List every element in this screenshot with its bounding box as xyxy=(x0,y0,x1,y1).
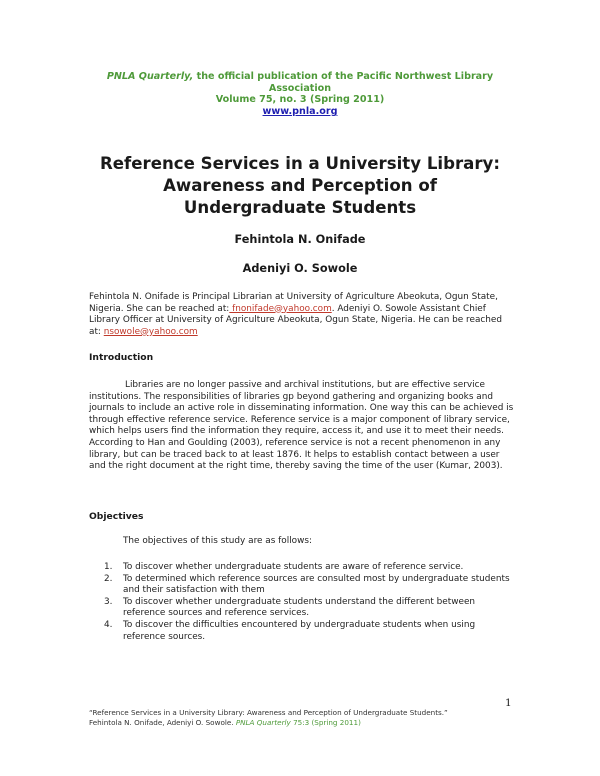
list-item-number: 1. xyxy=(104,562,113,572)
list-item-number: 3. xyxy=(104,596,113,607)
title-line-1: Reference Services in a University Library: xyxy=(100,154,500,173)
list-item xyxy=(104,597,514,620)
list-item-number: 2. xyxy=(104,573,113,584)
objectives-list xyxy=(104,562,514,643)
introduction-text: Libraries are no longer passive and archival institutions, but are effective service institutions. The responsibilities of libraries gp beyond gathering and organizing books and journals to include an active role in disseminating information. One way this can be achieved is through effective reference service. Reference service is a major component of library service, which helps users find the information they require, access it, and use it to meet their needs. According to Han and Goulding (2003), reference service is not a recent phenomenon in any library, but can be traced back to at least 1876. It helps to establish contact between a user and the right document at the right time, thereby saving the time of the user (Kumar, 2003). xyxy=(89,380,514,472)
article-title xyxy=(70,153,530,219)
bio-text-2: . Adeniyi O. Sowole Assistant Chief Library Officer at University of Agriculture Abeokuta, Ogun State, Nigeria. He can be reached at: xyxy=(89,303,503,337)
bio-text-1: Fehintola N. Onifade is Principal Librarian at University of Agriculture Abeokuta, Ogun State, Nigeria. She can be reached at: xyxy=(89,292,498,314)
email-link-1[interactable]: fnonifade@yahoo.com xyxy=(229,303,332,314)
page-footer xyxy=(89,708,509,728)
footer-citation-title: “Reference Services in a University Library: Awareness and Perception of Undergraduate Students.” xyxy=(89,708,448,717)
author-bio xyxy=(89,292,514,338)
masthead-volume: Volume 75, no. 3 (Spring 2011) xyxy=(215,94,385,106)
list-item-text: To discover the difficulties encountered by undergraduate students when using reference sources. xyxy=(123,619,476,642)
list-item xyxy=(104,574,514,597)
footer-citation-source xyxy=(89,718,509,728)
author-1: Fehintola N. Onifade xyxy=(234,233,366,246)
list-item xyxy=(104,620,514,643)
magazine-name: PNLA Quarterly, xyxy=(106,71,194,82)
masthead xyxy=(88,71,512,118)
title-line-2: Awareness and Perception of xyxy=(163,176,437,195)
list-item-text: To discover whether undergraduate students are aware of reference service. xyxy=(123,562,464,572)
objectives-heading: Objectives xyxy=(89,511,144,522)
masthead-line2: Association xyxy=(268,82,332,94)
objectives-intro: The objectives of this study are as follows: xyxy=(123,536,312,546)
list-item xyxy=(104,562,514,574)
email-link-2[interactable]: nsowole@yahoo.com xyxy=(103,326,198,337)
title-line-3: Undergraduate Students xyxy=(183,198,417,217)
page-number: 1 xyxy=(505,697,512,709)
author-2: Adeniyi O. Sowole xyxy=(242,262,358,275)
masthead-line1 xyxy=(88,71,512,83)
masthead-description: the official publication of the Pacific Northwest Library xyxy=(193,71,494,82)
masthead-url-link[interactable]: www.pnla.org xyxy=(262,106,338,118)
list-item-text: To discover whether undergraduate students understand the different between reference sources and reference services. xyxy=(123,596,476,619)
introduction-paragraph xyxy=(89,380,514,473)
list-item-number: 4. xyxy=(104,619,113,630)
footer-volume: 75:3 (Spring 2011) xyxy=(290,717,361,727)
introduction-heading: Introduction xyxy=(89,352,154,363)
footer-magazine: PNLA Quarterly xyxy=(235,717,291,727)
footer-authors: Fehintola N. Onifade, Adeniyi O. Sowole. xyxy=(89,717,236,727)
list-item-text: To determined which reference sources are consulted most by undergraduate students and their satisfaction with them xyxy=(123,573,510,596)
